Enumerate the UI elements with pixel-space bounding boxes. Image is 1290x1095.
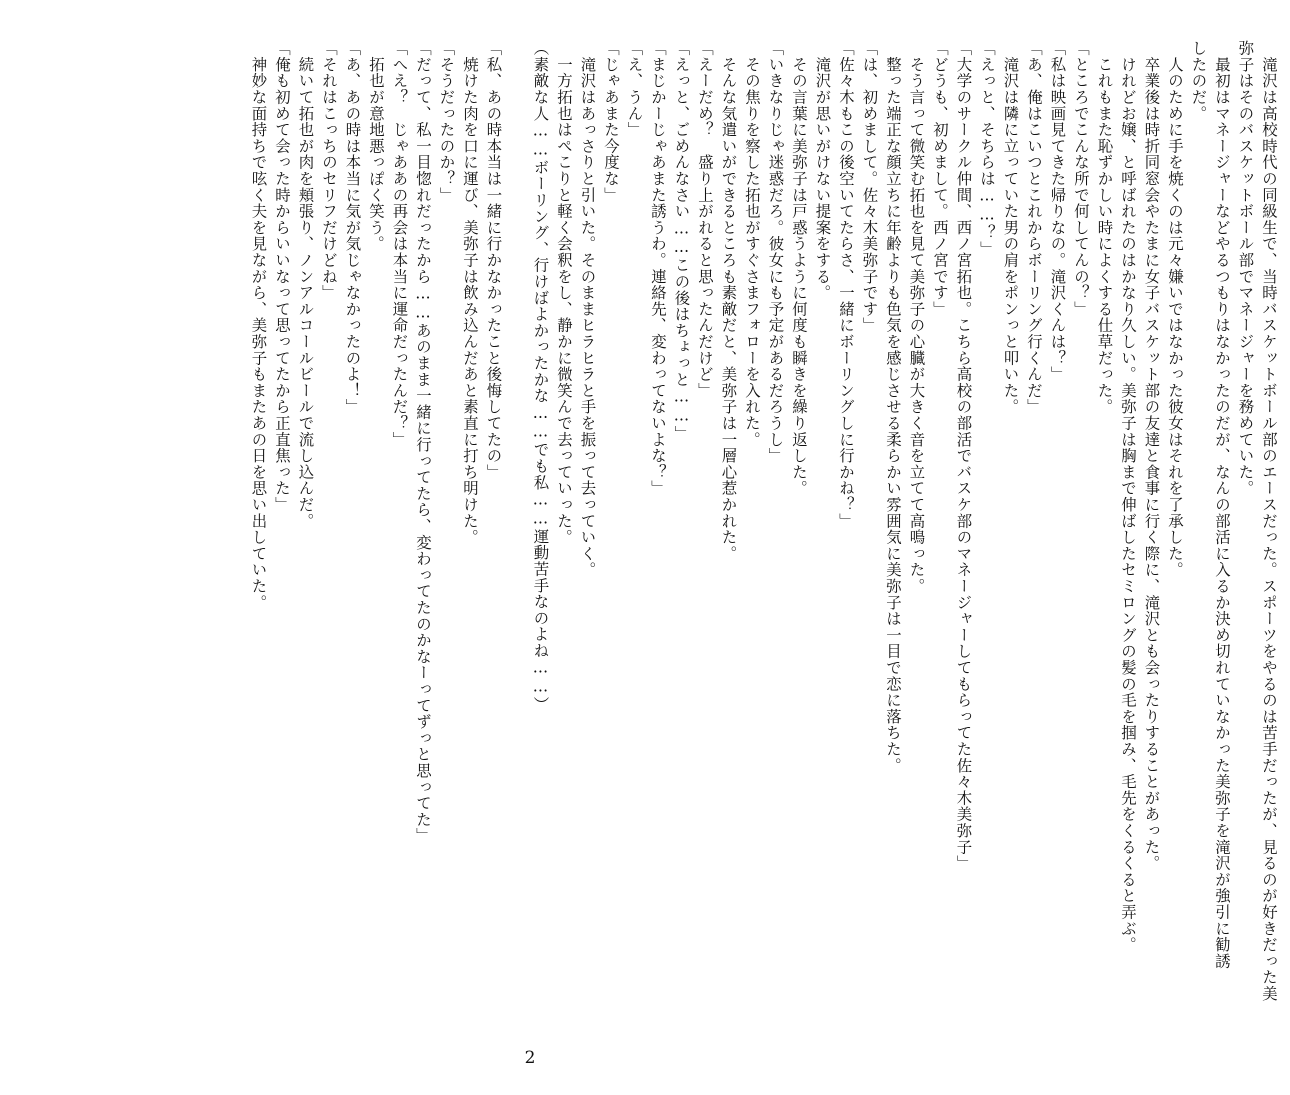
text-line: 「大学のサークル仲間、西ノ宮拓也。こちら高校の部活でバスケ部のマネージャーしてもらってた佐々木美弥子」: [954, 40, 973, 872]
text-line: 「へえ？ じゃああの再会は本当に運命だったんだ？」: [390, 40, 409, 448]
text-line: 「あ、俺はこいつとこれからボーリング行くんだ」: [1025, 40, 1043, 415]
text-line: そう言って微笑む拓也を見て美弥子の心臓が大きく音を立てて高鳴った。: [907, 40, 926, 595]
text-line: 「そうだったのか？」: [437, 40, 456, 203]
page-number: 2: [524, 1048, 536, 1068]
text-line: 「だって、私一目惚れだったから……あのまま一緒に行ってたら、変わってたのかなーってずっと思ってた」: [414, 40, 432, 844]
text-line: 「それはこっちのセリフだけどね」: [320, 40, 338, 301]
text-line: その焦りを察した拓也がすぐさまフォローを入れた。: [743, 40, 761, 448]
text-line: 「ところでこんな所で何してんの？」: [1072, 40, 1090, 318]
text-line: 「あ、あの時は本当に気が気じゃなかったのよ！」: [343, 40, 362, 415]
text-line: 拓也が意地悪っぽく笑う。: [367, 40, 385, 252]
text-line: 滝沢が思いがけない提案をする。: [813, 40, 832, 301]
text-line: けれどお嬢、と呼ばれたのはかなり久しい。美弥子は胸まで伸ばしたセミロングの髪の毛を掴み、毛先をくるくると弄ぶ。: [1119, 40, 1137, 953]
text-line: したのだ。: [1189, 40, 1208, 122]
text-line: 「えっと、ごめんなさい……この後はちょっと……」: [672, 40, 691, 442]
text-line: （素敵な人……ボーリング、行けばよかったかな……でも私……運動苦手なのよね……）: [531, 40, 550, 713]
text-line: 「俺も初めて会った時からいいなって思ってたから正直焦った」: [273, 40, 291, 513]
text-line: 「え、うん」: [625, 40, 644, 138]
text-line: 「私は映画見てきた帰りなの。滝沢くんは？」: [1048, 40, 1067, 383]
text-line: 「いきなりじゃ迷惑だろ。彼女にも予定があるだろうし」: [766, 40, 785, 464]
text-line: 滝沢は隣に立っていた男の肩をポンっと叩いた。: [1001, 40, 1020, 415]
text-line: 「えっと、そちらは……？」: [978, 40, 996, 258]
text-line: 「は、初めまして。佐々木美弥子です」: [860, 40, 879, 334]
text-line: 一方拓也はぺこりと軽く会釈をし、静かに微笑んで去っていった。: [555, 40, 573, 546]
text-line: 最初はマネージャーなどやるつもりはなかったのだが、なんの部活に入るか決め切れていなかった美弥子を滝沢が強引に勧誘: [1213, 40, 1231, 970]
text-line: 神妙な面持ちで呟く夫を見ながら、美弥子もまたあの日を思い出していた。: [249, 40, 268, 611]
text-line: 滝沢は高校時代の同級生で、当時バスケットボール部のエースだった。スポーツをやるのは苦手だったが、見るのが好きだった美: [1260, 40, 1278, 1002]
text-line: 滝沢はあっさりと引いた。そのままヒラヒラと手を振って去っていく。: [578, 40, 597, 578]
text-line: その言葉に美弥子は戸惑うように何度も瞬きを繰り返した。: [790, 40, 808, 497]
text-line: 整った端正な顔立ちに年齢よりも色気を感じさせる柔らかい雰囲気に美弥子は一目で恋に落ちた。: [884, 40, 902, 774]
text-line: そんな気遣いができるところも素敵だと、美弥子は一層心惹かれた。: [719, 40, 738, 562]
text-line: これもまた恥ずかしい時によくする仕草だった。: [1095, 40, 1114, 415]
text-line: 卒業後は時折同窓会やたまに女子バスケット部の友達と食事に行く際に、滝沢とも会ったりすることがあった。: [1142, 40, 1161, 872]
text-line: 「えーだめ？ 盛り上がれると思ったんだけど」: [696, 40, 714, 399]
text-line: 弥子はそのバスケットボール部でマネージャーを務めていた。: [1236, 40, 1255, 497]
text-line: 「まじかーじゃあまた誘うわ。連絡先、変わってないよな？」: [649, 40, 667, 497]
text-line: 「どうも、初めまして。西ノ宮です」: [931, 40, 949, 318]
text-line: 「佐々木もこの後空いてたらさ、一緒にボーリングしに行かね？」: [837, 40, 855, 529]
text-line: [501, 40, 525, 1030]
vertical-text-body: [14, 40, 1276, 1030]
text-line: 人のために手を焼くのは元々嫌いではなかった彼女はそれを了承した。: [1166, 40, 1184, 578]
text-line: 焼けた肉を口に運び、美弥子は飲み込んだあと素直に打ち明けた。: [461, 40, 479, 546]
text-line: 「じゃあまた今度な」: [602, 40, 620, 203]
text-line: 続いて拓也が肉を頬張り、ノンアルコールビールで流し込んだ。: [296, 40, 315, 529]
text-line: 「私、あの時本当は一緒に行かなかったこと後悔してたの」: [484, 40, 503, 481]
